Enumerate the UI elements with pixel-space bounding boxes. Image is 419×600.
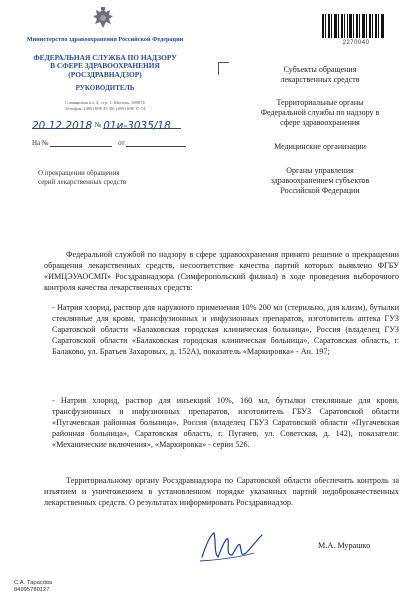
body-closing: Территориальному органу Росздравнадзора по Саратовской области обеспечить контроль за изъятием и уничтожением в установленном порядке указанных партий недоброкачественных лекарственных средств. О результатах информировать Росздравнадзор. bbox=[44, 476, 399, 507]
barcode-number: 2270040 bbox=[342, 40, 370, 46]
coat-of-arms-icon bbox=[90, 6, 116, 32]
recipient-3 bbox=[240, 142, 400, 152]
service-line-2: В СФЕРЕ ЗДРАВООХРАНЕНИЯ bbox=[50, 61, 160, 71]
body-item-1: - Натрия хлорид, раствор для наружного применения 10% 200 мл (стерильно, для клизм), бутылки стеклянные для крови, трансфузионных и инфузионных препаратов, изготовитель аптека ГУЗ Саратовской области «Балаковская городская клиническая больница», Россия (владелец ГУЗ Саратовской области «Балаковская городская клиническая больница», Саратовская область, г. Балаково, ул. Братьев Захаровых, д. 152А), показатель «Маркировка» - Ан. 197; bbox=[52, 303, 399, 356]
recipient-2-line-3: сфере здравоохранения bbox=[280, 118, 360, 127]
executor-block bbox=[14, 580, 52, 594]
recipient-1-line-2: лекарственных средств bbox=[280, 75, 360, 84]
number-handwritten: 01и-3035/18 bbox=[103, 120, 181, 129]
executor-phone: 84995780127 bbox=[14, 587, 50, 593]
recipient-2-line-1: Территориальные органы bbox=[276, 98, 364, 107]
head-title: РУКОВОДИТЕЛЬ bbox=[75, 84, 135, 92]
body-intro: Федеральной службой по надзору в сфере здравоохранения принято решение о прекращении обращения лекарственных средств, несоответствие качества партий которых выявлено ФГБУ «ИМЦЭУАОСМП» Росздравнадзора (Симферопольский филиал) в ходе проведения выборочного контроля качества лекарственных средств: bbox=[44, 250, 399, 292]
body-item-2: - Натрия хлорид, раствор для инъекций 10%, 160 мл, бутылки стеклянные для крови, трансфузионных и инфузионных препаратов, изготовитель ГБУЗ Саратовской области «Пугачевская районная больница», Россия (владелец ГБУЗ Саратовской области «Пугачевская районная больница», Саратовская область, г. Пугачев, ул. Советская, д. 142), показатели: «Механические включения», «Маркировка» - серии 526. bbox=[52, 396, 399, 449]
number-sign: № bbox=[94, 121, 102, 129]
service-name bbox=[12, 54, 198, 79]
address: Славянская пл. 4, стр. 1, Москва, 109074 bbox=[65, 100, 145, 105]
barcode bbox=[322, 14, 384, 38]
subject-line-2: серий лекарственных средств bbox=[38, 178, 127, 186]
signer-name: М.А. Мурашко bbox=[318, 541, 371, 550]
phone: Телефон: (495) 698 45 38; (495) 698 15 74 bbox=[64, 106, 146, 111]
recipient-1-line-1: Субъекты обращения bbox=[283, 65, 357, 74]
address-block bbox=[12, 100, 198, 112]
recipient-1 bbox=[240, 65, 400, 85]
recipient-4-line-3: Российской Федерации bbox=[280, 186, 360, 195]
service-line-1: ФЕДЕРАЛЬНАЯ СЛУЖБА ПО НАДЗОРУ bbox=[33, 53, 177, 62]
reference-line bbox=[32, 138, 186, 147]
recipient-4-line-1: Органы управления bbox=[286, 166, 354, 175]
service-abbr: (РОСЗДРАВНАДЗОР) bbox=[68, 69, 142, 79]
recipient-bracket bbox=[218, 62, 229, 75]
recipient-3-line-1: Медицинские организации bbox=[274, 142, 366, 151]
from-label: от bbox=[118, 139, 125, 147]
recipient-2 bbox=[240, 98, 400, 128]
recipient-4 bbox=[240, 166, 400, 196]
date-handwritten: 20.12.2018 bbox=[32, 120, 93, 132]
executor-name: С.А. Тарасова bbox=[14, 580, 53, 586]
recipient-4-line-2: здравоохранением субъектов bbox=[270, 176, 370, 185]
subject bbox=[38, 169, 188, 187]
signature bbox=[196, 527, 266, 567]
from-field bbox=[126, 138, 186, 147]
registration-line bbox=[32, 120, 181, 132]
on-label: На № bbox=[32, 139, 49, 147]
subject-line-1: О прекращении обращения bbox=[38, 169, 120, 177]
ministry-name: Министерство здравоохранения Российской Федерации bbox=[26, 36, 184, 43]
on-field bbox=[50, 138, 112, 147]
recipient-2-line-2: Федеральной службы по надзору в bbox=[260, 108, 380, 117]
